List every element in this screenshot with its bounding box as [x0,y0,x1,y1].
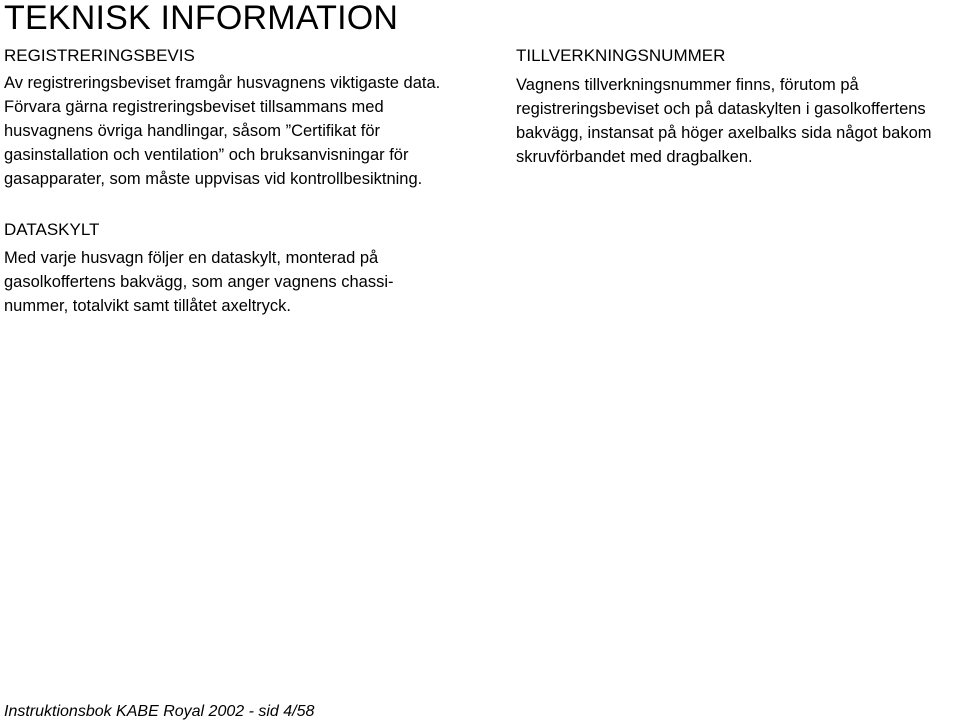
footer-page-number: sid 4/58 [258,703,315,720]
section-text-registreringsbevis: Av registreringsbeviset framgår husvagnens viktigaste data. Förvara gärna registreringsbeviset tillsammans med husvagnens övriga handlingar, såsom ”Certifikat för gasinstallation och ventilation” och bruksanvisningar för gasapparater, som måste uppvisas vid kontrollbesiktning. [4,74,441,188]
section-dataskylt [4,220,424,318]
section-heading-dataskylt: DATASKYLT [4,220,100,239]
footer-book-title: Instruktionsbok KABE Royal 2002 [4,703,245,720]
section-text-tillverkningsnummer: Vagnens tillverkningsnummer finns, förutom på registreringsbeviset och på dataskylten i gasolkoffertens bakvägg, instansat på höger axelbalks sida något bakom skruvförbandet med dragbalken. [516,76,932,166]
section-tillverkningsnummer [516,46,960,169]
footer-separator: - [244,703,259,720]
page-title: TEKNISK INFORMATION [4,0,399,37]
section-text-dataskylt: Med varje husvagn följer en dataskylt, monterad på gasolkoffertens bakvägg, som anger vagnens chassinummer, totalvikt samt tillåtet axeltryck. [4,249,394,315]
page-footer [4,702,314,722]
section-heading-registreringsbevis: REGISTRERINGSBEVIS [4,46,195,65]
section-heading-tillverkningsnummer: TILLVERKNINGSNUMMER [516,46,726,65]
section-registreringsbevis [4,46,474,191]
